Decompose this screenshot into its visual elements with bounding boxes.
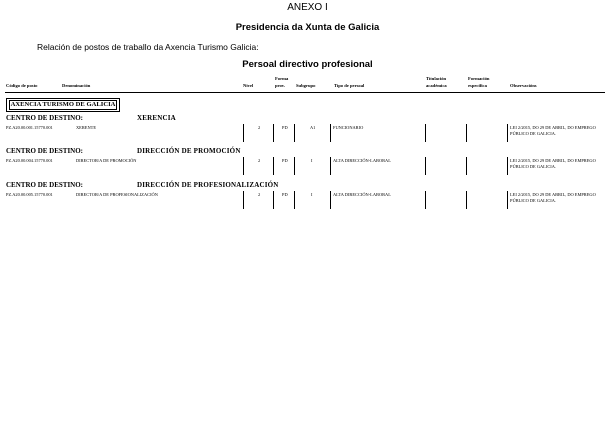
row-divider [273,124,274,142]
cell-observacions: LEI 2/2015, DO 29 DE ABRIL, DO EMPREGO PÚBLICO DE GALICIA. [510,192,596,203]
entity-box [6,98,120,112]
cell-codigo: PZ.A20.00.001.15770.001 [6,125,53,130]
table-row [0,191,615,211]
cell-denominacion: DIRECTOR/A DE PROFESIONALIZACIÓN [76,192,158,197]
col-formacion-line2: específica [468,83,487,88]
centro-name: XERENCIA [137,114,176,122]
col-observacions: Observacións [510,83,537,88]
cell-nivel: 2 [258,125,261,130]
row-divider [425,124,426,142]
row-divider [273,157,274,175]
cell-denominacion: DIRECTOR/A DE PROMOCIÓN [76,158,137,163]
cell-tipo: FUNCIONARIO [333,125,364,130]
row-divider [243,124,244,142]
col-subgrupo: Subgrupo [296,83,316,88]
row-divider [294,124,295,142]
col-formacion-line1: Formación [468,76,490,81]
cell-forma: PD [282,125,288,130]
row-divider [425,191,426,209]
cell-forma: PD [282,158,288,163]
cell-subgrupo: I [311,158,313,163]
cell-codigo: PZ.A20.00.005.15770.001 [6,192,53,197]
row-divider [466,124,467,142]
col-denominacion: Denominación [62,83,91,88]
row-divider [425,157,426,175]
centro-name: DIRECCIÓN DE PROMOCIÓN [137,147,241,155]
header-divider [5,92,605,93]
entity-label: AXENCIA TURISMO DE GALICIA [10,101,116,108]
table-row [0,157,615,177]
col-codigo: Código de posto [6,83,38,88]
cell-tipo: ALTA DIRECCIÓN-LABORAL [333,158,391,163]
row-divider [243,157,244,175]
centro-name: DIRECCIÓN DE PROFESIONALIZACIÓN [137,181,279,189]
cell-nivel: 2 [258,192,261,197]
row-divider [294,191,295,209]
row-divider [273,191,274,209]
cell-observacions: LEI 2/2015, DO 29 DE ABRIL, DO EMPREGO PÚBLICO DE GALICIA. [510,158,596,169]
row-divider [330,124,331,142]
intro-text: Relación de postos de traballo da Axencia Turismo Galicia: [37,42,259,52]
row-divider [330,157,331,175]
cell-nivel: 2 [258,158,261,163]
col-tipo: Tipo de persoal [334,83,365,88]
section-title: Persoal directivo profesional [242,59,373,70]
col-forma-line1: Forma [275,76,289,81]
annex-title: ANEXO I [287,2,328,13]
row-divider [507,124,508,142]
row-divider [507,191,508,209]
centro-label: CENTRO DE DESTINO: [6,181,84,189]
cell-subgrupo: A1 [310,125,316,130]
cell-tipo: ALTA DIRECCIÓN-LABORAL [333,192,391,197]
col-titulacion-line2: académica [426,83,447,88]
department-title: Presidencia da Xunta de Galicia [235,22,380,33]
row-divider [466,157,467,175]
centro-label: CENTRO DE DESTINO: [6,114,84,122]
col-nivel: Nivel [243,83,254,88]
cell-forma: PD [282,192,288,197]
cell-observacions: LEI 2/2015, DO 29 DE ABRIL, DO EMPREGO PÚBLICO DE GALICIA. [510,125,596,136]
cell-denominacion: XERENTE [76,125,96,130]
table-row [0,124,615,144]
col-titulacion-line1: Titulación [426,76,447,81]
centro-label: CENTRO DE DESTINO: [6,147,84,155]
row-divider [243,191,244,209]
cell-codigo: PZ.A20.00.004.15770.001 [6,158,53,163]
row-divider [466,191,467,209]
row-divider [294,157,295,175]
cell-subgrupo: I [311,192,313,197]
col-forma-line2: prov. [275,83,285,88]
row-divider [330,191,331,209]
row-divider [507,157,508,175]
